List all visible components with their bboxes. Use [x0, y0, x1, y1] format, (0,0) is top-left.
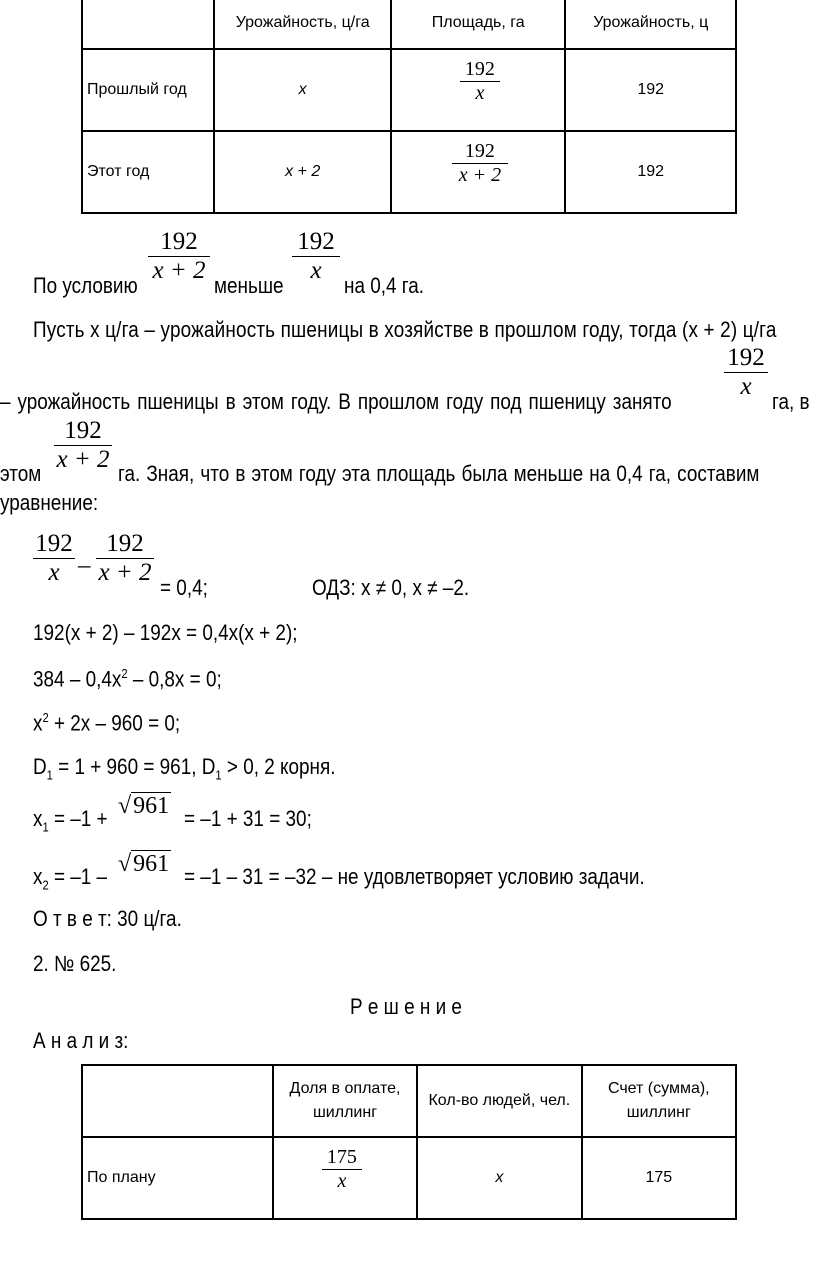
paragraph-line-2: – урожайность пшеницы в этом году. В прошлом году под пшеницу занято [0, 389, 672, 414]
row-label: По плану [82, 1137, 273, 1219]
payment-table [81, 1064, 737, 1220]
table-row [82, 131, 736, 213]
solution-heading: Р е ш е н и е [350, 994, 462, 1019]
row-share-fraction: 175 x [273, 1137, 417, 1219]
row-yield: x + 2 [214, 131, 391, 213]
condition-prefix: По условию [33, 273, 138, 298]
row-area-fraction: 192 x + 2 [391, 131, 566, 213]
sqrt-961-x2: √961 [118, 851, 170, 877]
table-header-share: Доля в оплате, шиллинг [273, 1065, 417, 1137]
table-header-yield-per-ha: Урожайность, ц/га [214, 0, 391, 49]
row-label: Прошлый год [82, 49, 214, 131]
paragraph-line-4: уравнение: [0, 490, 99, 515]
table-row [82, 49, 736, 131]
row-label: Этот год [82, 131, 214, 213]
table-header-yield-total: Урожайность, ц [565, 0, 736, 49]
step-expand: 192(x + 2) – 192x = 0,4x(x + 2); [33, 620, 298, 645]
root-x1-start: $x_1 = -1$ + [33, 806, 108, 835]
table-header-people: Кол-во людей, чел. [417, 1065, 582, 1137]
sqrt-961-x1: √961 [118, 793, 170, 819]
step-simplify: $384 - 0,4x^2 - 0,8x = 0$; [33, 666, 222, 692]
paragraph-line-3: га. Зная, что в этом году эта площадь была меньше на 0,4 га, составим [118, 461, 760, 486]
row-yield: x [214, 49, 391, 131]
condition-suffix: на 0,4 га. [344, 273, 425, 298]
row-total: 192 [565, 49, 736, 131]
root-x1-end: = –1 + 31 = 30; [184, 806, 312, 831]
table-header-area: Площадь, га [391, 0, 566, 49]
equation-fraction-2: 192 x + 2 [96, 530, 154, 587]
domain-restriction: ОДЗ: x ≠ 0, x ≠ –2. [312, 575, 470, 600]
answer-line: О т в е т: 30 ц/га. [33, 906, 182, 931]
step-discriminant: $D_1 = 1 + 960 = 961$, $D_1 > 0$, 2 корня. [33, 754, 336, 783]
yield-table [81, 0, 737, 214]
step-quadratic: $x^2 + 2x - 960 = 0$; [33, 710, 181, 736]
row-people: x [417, 1137, 582, 1219]
area-fraction-this-year: 192 x + 2 [54, 417, 112, 474]
table-row [82, 1137, 736, 1219]
paragraph-line-1: Пусть x ц/га – урожайность пшеницы в хозяйстве в прошлом году, тогда (x + 2) ц/га [33, 317, 777, 342]
root-x2-end: = –1 – 31 = –32 – не удовлетворяет условию задачи. [184, 864, 645, 889]
table-header-sum: Счет (сумма), шиллинг [582, 1065, 736, 1137]
condition-fraction-last-year: 192 x [292, 228, 340, 285]
table-header-empty [82, 0, 214, 49]
equation-rhs: = 0,4; [160, 575, 208, 600]
equation-fraction-1: 192 x [33, 530, 75, 587]
row-total: 192 [565, 131, 736, 213]
row-area-fraction: 192 x [391, 49, 566, 131]
task-number: 2. № 625. [33, 951, 117, 976]
paragraph-line-3-start: этом [0, 461, 42, 486]
paragraph-line-2-end: га, в [772, 389, 810, 414]
condition-middle: меньше [214, 273, 284, 298]
area-fraction-last-year: 192 x [724, 344, 768, 401]
row-sum: 175 [582, 1137, 736, 1219]
root-x2-start: $x_2 = -1$ – [33, 864, 108, 893]
table-header-empty [82, 1065, 273, 1137]
condition-fraction-this-year: 192 x + 2 [148, 228, 210, 285]
equation-minus: – [78, 552, 91, 579]
analysis-heading: А н а л и з: [33, 1028, 129, 1053]
